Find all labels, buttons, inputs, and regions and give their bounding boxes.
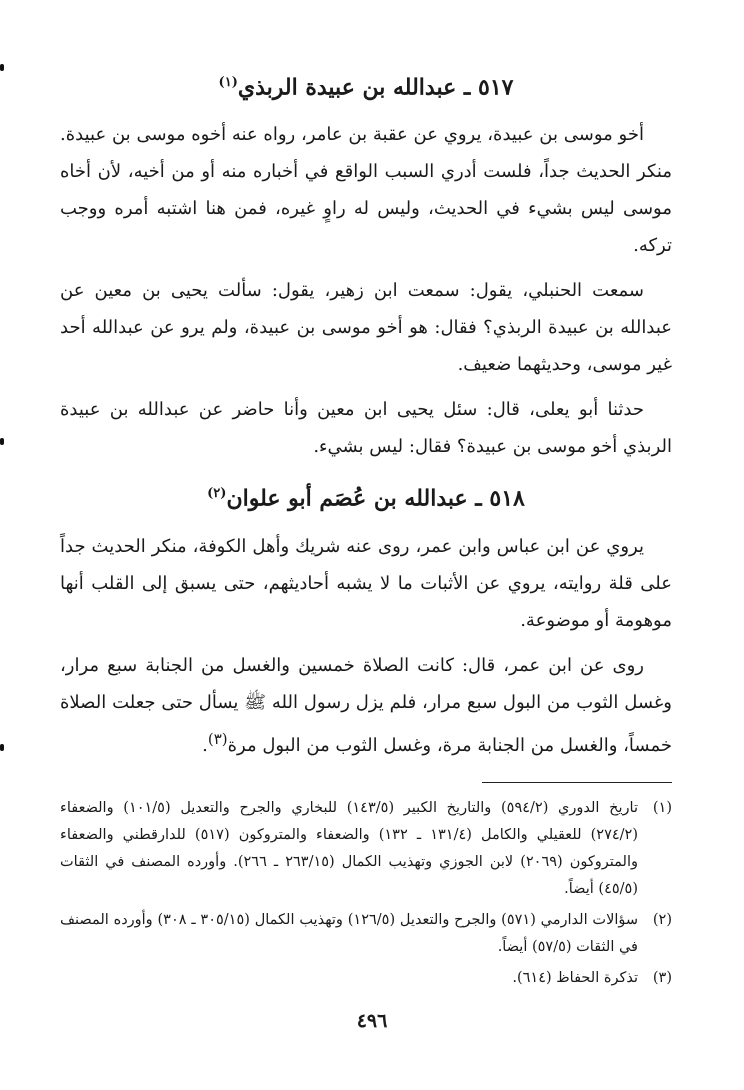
footnote-number: (٢)	[652, 911, 672, 928]
entry-paragraph: حدثنا أبو يعلى، قال: سئل يحيى ابن معين وأنا حاضر عن عبدالله بن عبيدة الربذي أخو موسى بن عبيدة؟ فقال: ليس بشيء.	[60, 399, 672, 458]
page-body	[60, 54, 672, 996]
footnote-item	[60, 795, 672, 903]
scan-edge-mark	[0, 438, 4, 445]
footnote-item	[60, 907, 672, 961]
footnote-item	[60, 965, 672, 992]
sentence-end: .	[202, 734, 208, 756]
footnote-text: تذكرة الحفاظ (٦١٤).	[512, 969, 638, 986]
footnote-divider	[482, 782, 672, 783]
scan-edge-mark	[0, 64, 4, 71]
entry-title-518	[60, 477, 672, 515]
entry-title-517	[60, 66, 672, 104]
entry-paragraph-text: روى عن ابن عمر، قال: كانت الصلاة خمسين والغسل من الجنابة سبع مرار، وغسل الثوب من البول سبع مرار، فلم يزل رسول الله ﷺ يسأل حتى جعلت الصلاة خمساً، والغسل من الجنابة مرة، وغسل الثوب من البول مرة	[60, 654, 672, 756]
footnote-text: سؤالات الدارمي (٥٧١) والجرح والتعديل (١٢٦/٥) وتهذيب الكمال (٣٠٥/١٥ ـ ٣٠٨) وأورده المصنف في الثقات (٥٧/٥) أيضاً.	[60, 911, 639, 955]
scan-edge-mark	[0, 744, 4, 751]
footnotes	[60, 795, 672, 992]
footnote-ref[interactable]: (١)	[218, 75, 238, 90]
entry-title-text: ٥١٧ ـ عبدالله بن عبيدة الربذي	[237, 74, 514, 101]
footnote-ref[interactable]: (٣)	[207, 729, 228, 748]
footnote-number: (١)	[652, 799, 672, 816]
entry-paragraph: يروي عن ابن عباس وابن عمر، روى عنه شريك وأهل الكوفة، منكر الحديث جداً على قلة روايته، يروي عن الأثبات ما لا يشبه أحاديثهم، حتى يسبق إلى القلب أنها موهومة أو موضوعة.	[60, 535, 672, 631]
entry-paragraph	[60, 647, 672, 764]
entry-paragraph: أخو موسى بن عبيدة، يروي عن عقبة بن عامر، رواه عنه أخوه موسى بن عبيدة. منكر الحديث جداً، فلست أدري السبب الواقع في أخباره منه أو من أخيه، لأن أخاه موسى ليس بشيء في الحديث، وليس له راوٍ غيره، فمن هنا اشتبه أمره ووجب تركه.	[60, 124, 672, 257]
entry-title-text: ٥١٨ ـ عبدالله بن عُصَم أبو علوان	[226, 485, 525, 512]
footnote-ref[interactable]: (٢)	[207, 486, 227, 502]
entry-paragraph: سمعت الحنبلي، يقول: سمعت ابن زهير، يقول: سألت يحيى بن معين عن عبدالله بن عبيدة الربذي؟ فقال: هو أخو موسى بن عبيدة، ولم يرو عن عبدالله أحد غير موسى، وحديثهما ضعيف.	[60, 280, 672, 376]
page-number: ٤٩٦	[356, 1010, 388, 1032]
footnote-text: تاريخ الدوري (٥٩٤/٢) والتاريخ الكبير (١٤٣/٥) للبخاري والجرح والتعديل (١٠١/٥) والضعفاء (٢٧٤/٢) للعقيلي والكامل (١٣١/٤ ـ ١٣٢) والضعفاء والمتروكون (٥١٧) للدارقطني والضعفاء والمتروكون (٢٠٦٩) لابن الجوزي وتهذيب الكمال (٢٦٣/١٥ ـ ٢٦٦). وأورده المصنف في الثقات (٤٥/٥) أيضاً.	[60, 799, 638, 897]
footnote-number: (٣)	[652, 969, 672, 986]
